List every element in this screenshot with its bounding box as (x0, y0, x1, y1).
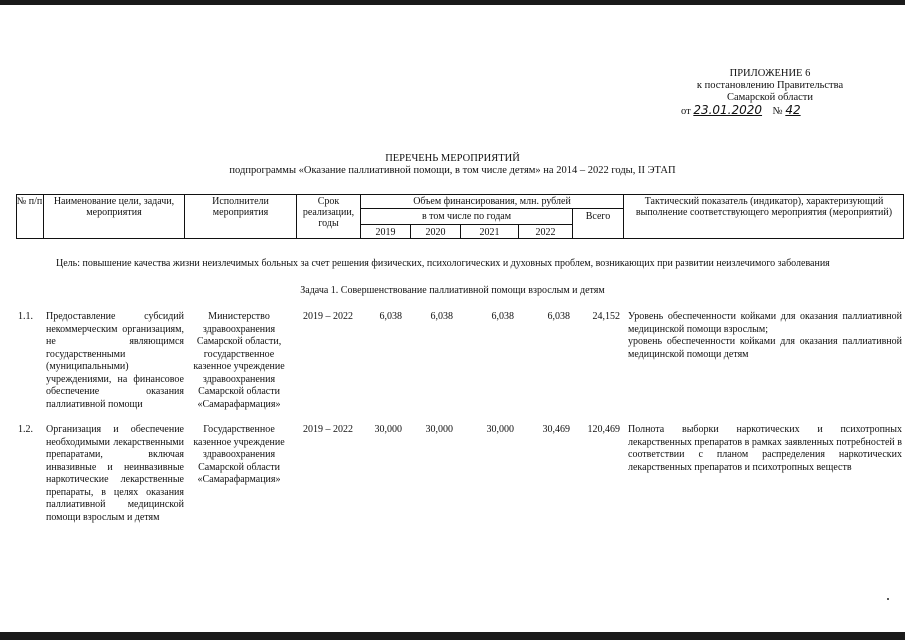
document-subtitle: подпрограммы «Оказание паллиативной помощи, в том числе детям» на 2014 – 2022 годы, II ЭТАП (229, 165, 676, 176)
scan-top-border (0, 0, 905, 5)
appendix-block (675, 68, 865, 118)
header-year-2020: 2020 (410, 224, 460, 239)
row-1-2019: 6,038 (379, 311, 402, 322)
header-by-year: в том числе по годам (360, 208, 572, 224)
header-year-2021: 2021 (460, 224, 518, 239)
handwritten-number: 42 (785, 103, 801, 117)
row-2-period: 2019 – 2022 (303, 424, 353, 435)
header-name: Наименование цели, задачи, мероприятия (43, 194, 184, 239)
row-2-2019: 30,000 (374, 424, 402, 435)
header-indicator: Тактический показатель (индикатор), характеризующий выполнение соответствующего мероприятия (мероприятий) (623, 194, 904, 239)
row-1-indicator-line: Уровень обеспеченности койками для оказания паллиативной медицинской помощи взрослым; (628, 311, 902, 335)
task-statement: Задача 1. Совершенствование паллиативной помощи взрослым и детям (300, 285, 605, 296)
appendix-line-resolution: к постановлению Правительства (696, 80, 844, 91)
row-2-2022: 30,469 (542, 424, 570, 435)
header-total: Всего (572, 208, 623, 239)
header-year-2022: 2022 (518, 224, 572, 239)
row-1-num: 1.1. (18, 311, 33, 322)
row-2-indicator-line: Полнота выборки наркотических и психотропных лекарственных препаратов в рамках заявленных потребностей в соответствии с планом распределения наркотических лекарственных препаратов и психотропных веществ (628, 424, 902, 473)
appendix-date-row (675, 104, 865, 118)
from-label: от (681, 106, 691, 117)
row-2-executor: Государственное казенное учреждение здравоохранения Самарской области «Самарафармация» (193, 424, 285, 485)
goal-statement: Цель: повышение качества жизни неизлечимых больных за счет решения физических, психологических и духовных проблем, возникающих при развитии неизлечимого заболевания (56, 258, 830, 269)
appendix-line-region: Самарской области (727, 92, 813, 103)
scan-bottom-border (0, 632, 905, 640)
row-1-indicator (628, 311, 902, 361)
row-1-name: Предоставление субсидий некоммерческим организациям, не являющимся государственными (муниципальными) учреждениями, на финансовое обеспечение оказания паллиативной помощи (46, 311, 184, 410)
row-2-2020: 30,000 (425, 424, 453, 435)
row-2-total: 120,469 (587, 424, 620, 435)
header-executors: Исполнители мероприятия (184, 194, 296, 239)
row-1-indicator-line: уровень обеспеченности койками для оказания паллиативной медицинской помощи детям (628, 336, 902, 360)
row-1-2020: 6,038 (430, 311, 453, 322)
header-num: № п/п (16, 196, 43, 207)
row-2-indicator (628, 424, 902, 474)
row-1-period: 2019 – 2022 (303, 311, 353, 322)
header-period: Срок реализации, годы (296, 194, 360, 239)
row-1-total: 24,152 (592, 311, 620, 322)
row-2-2021: 30,000 (486, 424, 514, 435)
header-year-2019: 2019 (360, 224, 410, 239)
scan-speck (887, 598, 889, 600)
appendix-title: ПРИЛОЖЕНИЕ 6 (729, 68, 811, 79)
handwritten-date: 23.01.2020 (693, 103, 763, 117)
number-label: № (772, 106, 783, 117)
header-funding: Объем финансирования, млн. рублей (360, 194, 623, 208)
row-1-2022: 6,038 (547, 311, 570, 322)
document-title: ПЕРЕЧЕНЬ МЕРОПРИЯТИЙ (385, 153, 520, 164)
row-2-num: 1.2. (18, 424, 33, 435)
table-header (16, 194, 904, 239)
row-2-name: Организация и обеспечение необходимыми лекарственными препаратами, включая инвазивные и неинвазивные наркотические лекарственные препараты, в целях оказания паллиативной медицинской помощи взрослым и детям (46, 424, 184, 523)
row-1-2021: 6,038 (491, 311, 514, 322)
row-1-executor: Министерство здравоохранения Самарской области, государственное казенное учреждение здравоохранения Самарской области «Самарафармация» (193, 311, 285, 410)
